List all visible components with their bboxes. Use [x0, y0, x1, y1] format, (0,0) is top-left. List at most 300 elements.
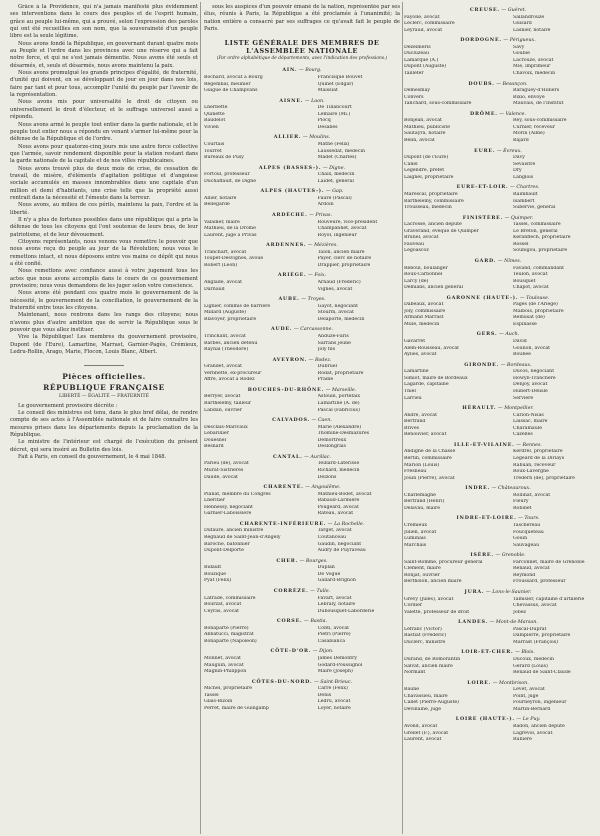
department-city: Bourg. — [305, 68, 322, 74]
column-left — [10, 4, 198, 832]
member-name: Sarrans jeune — [317, 340, 351, 346]
member-name: Ronjat, ouvrier — [404, 572, 440, 578]
section-title: Pièces officielles. — [62, 371, 146, 381]
paragraph: Nous avons promulgué les grands principes d'égalité, de fraternité, d'unité qui doivent, en se développant de jour en jour dans nos lois, faire par tant et pour tous, accomplir l'unité du peuple par l'avenir de la représentation. — [10, 70, 198, 99]
department-name: AUDE. — [271, 326, 293, 333]
member-name: Pietri (Pierre) — [317, 632, 351, 638]
department-name: ISÈRE. — [470, 552, 494, 559]
member-name: Brunel, avocat — [404, 235, 439, 241]
member-name: Champanhet, avocat — [317, 226, 367, 232]
department-city: Le Puy. — [522, 717, 541, 723]
member-name: Farconnet, maire de Grenoble — [513, 559, 585, 565]
department-city: Guéret. — [507, 8, 527, 13]
member-name: Legeard de la Diriays — [513, 455, 565, 461]
member-row — [204, 233, 400, 240]
member-name: Laidet, général — [317, 178, 354, 184]
member-name: Valette, professeur de droit — [404, 609, 470, 615]
member-name: Simiot, maire de Bordeaux — [404, 375, 468, 381]
member-name: Fresneau — [404, 469, 427, 475]
department-name: EURE-ET-LOIR. — [456, 184, 509, 191]
member-name: Reymond — [513, 572, 536, 578]
member-name: Teulon, avocat — [513, 272, 548, 278]
member-name: Godard-Poussignol — [317, 662, 363, 668]
member-name: Leclerc, commissaire — [404, 21, 455, 27]
member-name: Denis — [317, 692, 332, 698]
member-name: Fauveau — [404, 241, 424, 247]
department-heading: ALPES (HAUTES-). — Gap. — [260, 188, 344, 195]
department-city: Tulle. — [316, 588, 331, 594]
member-name: Ardoin — [317, 202, 334, 208]
member-name: Normant — [404, 670, 426, 676]
member-name: Thiel — [404, 388, 416, 394]
member-name: Mie, imprimeur — [513, 64, 551, 70]
member-name: Courtais — [204, 141, 225, 147]
member-name: Martin-Bernard — [513, 706, 551, 712]
department-city: Périgueux. — [509, 38, 536, 44]
department-city: Foix. — [314, 273, 327, 279]
member-name: Gérard (Louis) — [513, 663, 548, 669]
member-name: Dubousquet-Laborderie — [317, 608, 375, 614]
department-name: ALPES (HAUTES-). — [260, 188, 325, 195]
department-city: Chartres. — [516, 185, 540, 191]
department-city: Bastia. — [310, 619, 328, 625]
department-city: Rodez. — [314, 357, 332, 363]
member-name: Armand Marrast — [404, 315, 444, 321]
member-name: Bertrand (Henri) — [404, 499, 445, 505]
member-name: Labdan, ouvrier — [204, 407, 242, 413]
member-name: Bellegarde — [204, 202, 230, 208]
department-name: ALPES (BASSES-). — [258, 164, 322, 171]
department-city: Châteauroux. — [497, 486, 531, 492]
member-name: Pascal (Fabricius) — [317, 407, 360, 413]
member-name: Lasnier, notaire — [513, 27, 551, 33]
member-name: Bixio, envoyé — [513, 94, 545, 100]
department-city: Gap. — [332, 189, 344, 195]
member-name: Espinasse — [513, 321, 537, 327]
member-name: Avond, avocat — [404, 724, 438, 730]
member-name: Teillard-Latérisse — [317, 461, 360, 467]
member-name: Kéranflech, propriétaire — [513, 235, 571, 241]
member-name: Chevassus, avocat — [513, 603, 557, 609]
member-name: David — [513, 339, 527, 345]
member-name: Conti, avocat — [317, 625, 350, 631]
member-name: Parieu (de), avocat — [204, 461, 249, 467]
member-name: Garnier-Laboissière — [204, 511, 252, 517]
member-name: Lhéritier — [204, 498, 226, 504]
member-name: De Vogüé — [317, 571, 341, 577]
member-name: Goubie — [513, 51, 530, 57]
member-row — [404, 138, 592, 145]
member-name: Dupont-Delporte — [204, 548, 244, 554]
member-name: Charlemagne — [404, 492, 436, 498]
department-name: CHARENTE-INFÉRIEURE. — [239, 520, 327, 527]
department-heading: CORSE. — Bastia. — [276, 618, 328, 625]
member-name: Lacrosse, ancien député — [404, 222, 462, 228]
member-name: Isambert — [513, 198, 535, 204]
member-name: Mauvais, de l'Institut — [513, 101, 564, 107]
department-heading: DORDOGNE. — Périgueux. — [460, 37, 536, 44]
member-name: Rey, sous-commissaire — [513, 118, 567, 124]
department-heading: CÔTES-DU-NORD. — Saint-Brieuc. — [251, 678, 353, 685]
member-name: Lacrouze, avocat — [513, 57, 554, 63]
member-name: Clément, maire — [404, 566, 441, 572]
member-name: Trousseau, médecin — [404, 205, 452, 211]
department-heading: ARDENNES. — Mézières. — [266, 242, 338, 249]
member-name: Sautayra, notaire — [404, 131, 446, 137]
paragraph: Nous avons trouvé plus de deux mois de crise, de cessation de travail, de misère, d'éléments d'agitation politique et d'angoisse sociale accumulés en masses innombrables dans une capitale d'un million et demi d'habitants, une crise telle que la propriété aussi rentrait dans la nécessité et l'émeute dans la terreur. — [10, 165, 198, 201]
member-name: Savy — [513, 44, 525, 50]
member-row — [204, 125, 400, 132]
member-name: Vignes, avocat — [317, 286, 353, 292]
member-name: Bidault — [204, 565, 222, 571]
member-name: Planat, membre du Congrès — [204, 491, 271, 497]
paragraph: Maintenant, nous rentrons dans les rangs des citoyens; nous n'avons plus d'autre ambition que de servir la République sous le pouvoir que vous allez instituer. — [10, 312, 198, 334]
member-name: Mathieu-Bodet, avocat — [317, 491, 372, 497]
member-name: Ceyras, avocat — [204, 608, 239, 614]
member-name: Arnaud (Frédéric) — [317, 280, 361, 286]
member-row — [404, 352, 592, 359]
department-heading: CHARENTE. — Angoulême. — [263, 484, 341, 491]
department-heading: AUDE. — Carcassonne. — [271, 326, 333, 333]
member-name: Bochard, avocat à Bourg — [204, 74, 263, 80]
member-name: Duplan — [317, 565, 335, 571]
member-name: Ducluzeau — [404, 51, 429, 57]
member-name: Grellet (F.), avocat — [404, 730, 449, 736]
member-name: Ducos, négociant — [513, 369, 555, 375]
department-name: LOIRE (HAUTE-). — [455, 716, 515, 723]
member-row — [404, 579, 592, 586]
department-city: Évreux. — [503, 148, 522, 154]
member-name: Larrieu — [404, 395, 422, 401]
member-name: Langlois — [513, 174, 534, 180]
member-name: Payer, clerc de notaire — [317, 256, 372, 262]
member-name: Casabianca — [317, 638, 345, 644]
member-name: Canel — [404, 161, 418, 167]
member-row — [404, 432, 592, 439]
member-name: Laurent, juge à Privas — [204, 232, 257, 238]
member-name: Dry — [513, 168, 522, 174]
member-name: Pougeard, avocat — [317, 504, 359, 510]
member-name: Bouzique — [204, 571, 227, 577]
decree-paragraph: Fait à Paris, en conseil du gouvernement, le 4 mai 1848. — [18, 453, 167, 460]
department-city: Valence. — [505, 111, 527, 117]
department-heading: ALLIER. — Moulins. — [273, 134, 331, 141]
department-city: Bourges. — [305, 558, 328, 564]
member-name: Dabeaux, avocat — [404, 302, 444, 308]
member-name: Besnard — [204, 444, 224, 450]
member-name: Barbès, ancien détenu — [204, 340, 258, 346]
member-name: Dupont (de l'Eure) — [404, 155, 449, 161]
department-name: CANTAL. — [273, 453, 303, 460]
member-name: Raynal (Théodore) — [204, 347, 249, 353]
member-name: Fayolle, avocat — [404, 14, 440, 20]
department-heading: ISÈRE. — Grenoble. — [470, 552, 526, 559]
department-name: ARDENNES. — [266, 242, 307, 249]
department-name: LANDES. — [458, 619, 489, 626]
department-heading: CHARENTE-INFÉRIEURE. — La Rochelle. — [239, 520, 365, 527]
member-row — [404, 285, 592, 292]
member-name: Plocq — [317, 118, 331, 124]
member-name: Curnier, receveur — [513, 124, 555, 130]
member-name: Regnaud de Saint-Jean-d'Angély — [204, 535, 281, 541]
department-city: Toulouse. — [526, 295, 550, 301]
member-row — [404, 101, 592, 108]
member-name: Baraguey-d'Hilliers — [513, 88, 560, 94]
member-row — [404, 610, 592, 617]
member-name: Rossel — [513, 241, 529, 247]
member-name: Fortoul, professeur — [204, 172, 250, 178]
department-city: Montpellier. — [504, 406, 534, 412]
member-name: Sallandrouze — [513, 14, 545, 20]
member-row — [204, 179, 400, 186]
member-name: Bertrand — [404, 419, 426, 425]
member-name: Trédern (de), propriétaire — [513, 475, 575, 481]
member-name: Hennessy, négociant — [204, 504, 253, 510]
member-name: Valadier, maire — [204, 219, 240, 225]
member-name: Brives — [404, 425, 420, 431]
column-middle — [204, 4, 400, 832]
member-name: Demortreux — [317, 437, 347, 443]
republic-heading: RÉPUBLIQUE FRANÇAISE — [43, 382, 165, 392]
member-row — [204, 202, 400, 209]
department-heading: GERS. — Auch. — [476, 331, 520, 338]
member-name: Levet, avocat — [513, 687, 545, 693]
member-name: Abbatucci, magistrat — [204, 632, 254, 638]
member-name: Alem-Rousseau, avocat — [404, 345, 460, 351]
member-name: Lamartine — [404, 369, 429, 375]
member-name: Howyn-Tranchère — [513, 375, 556, 381]
member-name: Delavau, maire — [404, 505, 441, 511]
member-name: Gounon, avocat — [513, 345, 551, 351]
department-name: BOUCHES-DU-RHÔNE. — [247, 386, 325, 393]
member-name: Quinette — [204, 111, 225, 117]
member-name: Guigue de Champvans — [204, 88, 258, 94]
member-name: Servière — [513, 395, 534, 401]
member-name: Favand, commandant — [513, 265, 565, 271]
member-name: Belin, avocat — [404, 138, 435, 144]
member-name: Maire (Joseph) — [317, 669, 353, 675]
department-name: CALVADOS. — [272, 417, 311, 424]
department-city: Troyes. — [307, 297, 326, 303]
department-name: EURE. — [474, 147, 496, 154]
member-name: Francisque Bouvet — [317, 74, 363, 80]
member-name: Rateau, avocat — [317, 511, 354, 517]
member-row — [204, 669, 400, 676]
department-name: DRÔME. — [469, 110, 498, 117]
member-name: Magnin-Philippon — [204, 669, 247, 675]
member-name: Thomine-Desmazures — [317, 431, 370, 437]
department-heading: HÉRAULT. — Montpellier. — [462, 405, 534, 412]
department-city: Dijon. — [319, 649, 334, 655]
member-name: Anglade, avocat — [204, 280, 243, 286]
member-row — [404, 543, 592, 550]
member-name: Laissac, maire — [513, 419, 548, 425]
department-city: Blois. — [521, 650, 535, 656]
member-name: Bousquet — [513, 278, 536, 284]
member-name: Kerdrel, propriétaire — [513, 449, 563, 455]
motto: LIBERTÉ — ÉGALITÉ — FRATERNITÉ — [59, 393, 149, 399]
department-city: Auch. — [505, 332, 520, 338]
member-name: Demesmay — [404, 88, 431, 94]
member-row — [204, 706, 400, 713]
paragraph: Nous avons pour quatorze-cinq jours mis une autre force collective que l'armée, savoir rendement disponible pour la station restant dans la garde nationale de la capitale et de nos villes républicaines. — [10, 143, 198, 165]
member-name: Baudelot — [204, 118, 226, 124]
member-name: Murat-Sistrières — [204, 468, 244, 474]
member-name: Larcy (de) — [404, 278, 429, 284]
member-name: Lebarillier — [204, 431, 229, 437]
member-name: Marescal, propriétaire — [404, 191, 458, 197]
member-name: Jobez — [513, 609, 526, 615]
member-name: Target, avocat — [317, 528, 352, 534]
department-heading: GARD. — Nîmes. — [474, 257, 522, 264]
paragraph: Citoyens représentants, nous venons vous remettre le pouvoir que nous avons reçu du peuple au jour de la Révolution; nous vous le remettons intact, et nous déposons entre vos mains ce dépôt qui nous a été confié. — [10, 239, 198, 268]
department-city: Nîmes. — [504, 258, 522, 264]
department-name: CORSE. — [276, 618, 303, 625]
member-name: Dupont (Auguste) — [404, 64, 447, 70]
member-name: Julien, avocat — [404, 529, 437, 535]
department-city: Mézières. — [314, 243, 338, 249]
member-name: Froussard, professeur — [513, 579, 566, 585]
member-name: Renouvier, avocat — [404, 432, 447, 438]
member-name: Robert (Léon) — [204, 262, 238, 268]
member-name: Bonaparte (Pierre) — [204, 625, 249, 631]
member-name: Tourret — [204, 148, 222, 154]
department-name: GIRONDE. — [464, 361, 500, 368]
member-name: Dampierre, propriétaire — [513, 633, 571, 639]
department-city: Rennes. — [522, 442, 542, 448]
member-name: Laignel, propriétaire — [404, 174, 454, 180]
department-name: AIN. — [282, 67, 298, 74]
member-row — [404, 476, 592, 483]
member-name: Mathieu, publiciste — [404, 124, 450, 130]
department-name: ILLE-ET-VILAINE. — [454, 441, 515, 448]
department-heading: CALVADOS. — Caen. — [272, 417, 332, 424]
department-heading: INDRE-ET-LOIRE. — Tours. — [456, 515, 540, 522]
member-name: Lebraly, notaire — [317, 602, 356, 608]
member-name: Favart, avocat — [317, 595, 352, 601]
member-name: Lemaire (Mi.) — [317, 111, 351, 117]
member-name: De Tillancourt — [317, 105, 352, 111]
department-name: FINISTÈRE. — [462, 214, 504, 221]
department-city: Angoulême. — [311, 485, 341, 491]
intro-paragraph: sous les auspices d'un pouvoir émané de la nation, représentée par ses élus, réunis à Paris, la République a été proclamée à l'unanimité; la nation entière a consacré par ses suffrages ce qu'avait fait le peuple de Paris. — [204, 4, 400, 33]
department-name: GARONNE (HAUTE-). — [446, 294, 519, 301]
department-city: Mont-de-Marsan. — [495, 620, 538, 626]
member-name: Guisard — [513, 21, 532, 27]
member-name: Bourzat, avocat — [204, 602, 242, 608]
member-name: Lherbette — [204, 105, 228, 111]
member-name: Gouin — [513, 536, 528, 542]
decree-paragraph: Le conseil des ministres est tenu, dans le plus bref délai, de rendre compte de ses actes à l'Assemblée nationale et de faire connaître les mesures prises dans les départements depuis la proclamation de la République. — [10, 409, 198, 438]
member-name: Delzons — [317, 474, 337, 480]
member-name: Taillefer — [404, 71, 424, 77]
department-name: DOUBS. — [468, 80, 495, 87]
department-city: Aurillac. — [310, 454, 331, 460]
member-row — [204, 639, 400, 646]
member-name: Tassel — [204, 692, 219, 698]
department-name: JURA. — [464, 588, 485, 595]
member-name: Chavassieu, maire — [404, 693, 448, 699]
member-name: Grandet, avocat — [204, 364, 243, 370]
department-name: AVEYRON. — [272, 356, 308, 363]
member-name: Lamarque (A.) — [404, 57, 439, 63]
list-title: LISTE GÉNÉRALE DES MEMBRES DE L'ASSEMBLÉE NATIONALE — [224, 39, 380, 56]
member-name: Royol, ingénieur — [317, 232, 357, 238]
column-right — [404, 4, 592, 832]
department-city: Marseille. — [331, 387, 357, 393]
department-name: GERS. — [476, 331, 498, 338]
member-row — [204, 548, 400, 555]
member-row — [404, 396, 592, 403]
list-note: (Par ordre alphabétique de départements, avec l'indication des professions.) — [216, 56, 388, 62]
member-name: Point, juge — [513, 693, 539, 699]
member-name: Dubruel — [317, 364, 337, 370]
member-row — [204, 263, 400, 270]
member-name: Michel, propriétaire — [204, 686, 252, 692]
member-name: Rabuan, receveur — [513, 462, 556, 468]
member-name: Deslongrais — [317, 444, 346, 450]
member-name: Glais-Bizoin — [204, 699, 233, 705]
member-row — [204, 88, 400, 95]
member-name: Babaud-Laribière — [317, 498, 360, 504]
member-name: Daude, avocat — [204, 474, 238, 480]
member-name: Duchaffault, de Digne — [204, 178, 257, 184]
member-name: Barthélemy, commissaire — [404, 198, 464, 204]
member-row — [404, 71, 592, 78]
department-city: Quimper. — [510, 215, 534, 221]
member-name: Maissiat — [317, 88, 338, 94]
member-name: Blavoyer, propriétaire — [204, 316, 257, 322]
department-name: CÔTE-D'OR. — [270, 648, 312, 655]
member-name: Allier, notaire — [204, 195, 237, 201]
member-name: Boubée — [513, 352, 531, 358]
member-name: Baune — [404, 687, 420, 693]
department-heading: JURA. — Lons-le-Saunier. — [464, 588, 532, 595]
member-name: Dezeimeris — [404, 44, 431, 50]
department-heading: AUBE. — Troyes. — [278, 296, 326, 303]
paragraph: Nous avons mis pour universalité le droit de citoyen ou universellement le droit d'électeur, et le suffrage universel aussi a répondu. — [10, 99, 198, 121]
member-row — [204, 578, 400, 585]
department-city: Privas. — [315, 213, 333, 218]
department-heading: LOIRE (HAUTE-). — Le Puy. — [455, 716, 541, 723]
member-name: Mathé (Félix) — [317, 141, 350, 147]
member-name: Callet (Pierre-Auguste) — [404, 700, 459, 706]
department-city: Lons-le-Saunier. — [492, 589, 532, 595]
member-row — [404, 670, 592, 677]
paragraph: Grâce à la Providence, qui n'a jamais manifesté plus évidemment ses interventions dans le cours des peuples et de l'esprit humain, grâce au peuple lui-même, qui a prouvé, selon l'expression des paroles qui ont été recueillies en son nom, que la souveraineté d'un peuple libre est la seule légitime. — [10, 4, 198, 40]
member-name: Bertin, commissaire — [404, 455, 452, 461]
department-city: Montbrison. — [499, 680, 529, 686]
department-name: CREUSE. — [469, 7, 500, 13]
department-heading: GIRONDE. — Bordeaux. — [464, 361, 532, 368]
member-name: Trinchant, avocat — [204, 333, 246, 339]
member-name: Laurent, avocat — [404, 737, 442, 743]
member-name: Bertholon, ancien maire — [404, 579, 462, 585]
member-name: Ledru, avocat — [317, 699, 351, 705]
member-name: Stourm, avocat — [317, 310, 354, 316]
member-name: Gallard-Brignon — [317, 578, 356, 584]
member-name: Cazelles — [513, 432, 533, 438]
department-city: Carcassonne. — [300, 327, 333, 333]
member-name: Latrade, commissaire — [204, 595, 256, 601]
member-name: Subervie, général — [513, 205, 556, 211]
member-name: Bonjean, avocat — [404, 118, 442, 124]
member-name: Foucqueteau — [513, 529, 544, 535]
department-heading: FINISTÈRE. — Quimper. — [462, 214, 534, 221]
member-row — [204, 347, 400, 354]
member-name: Marchais — [404, 542, 427, 548]
member-name: Chapot, avocat — [513, 285, 549, 291]
